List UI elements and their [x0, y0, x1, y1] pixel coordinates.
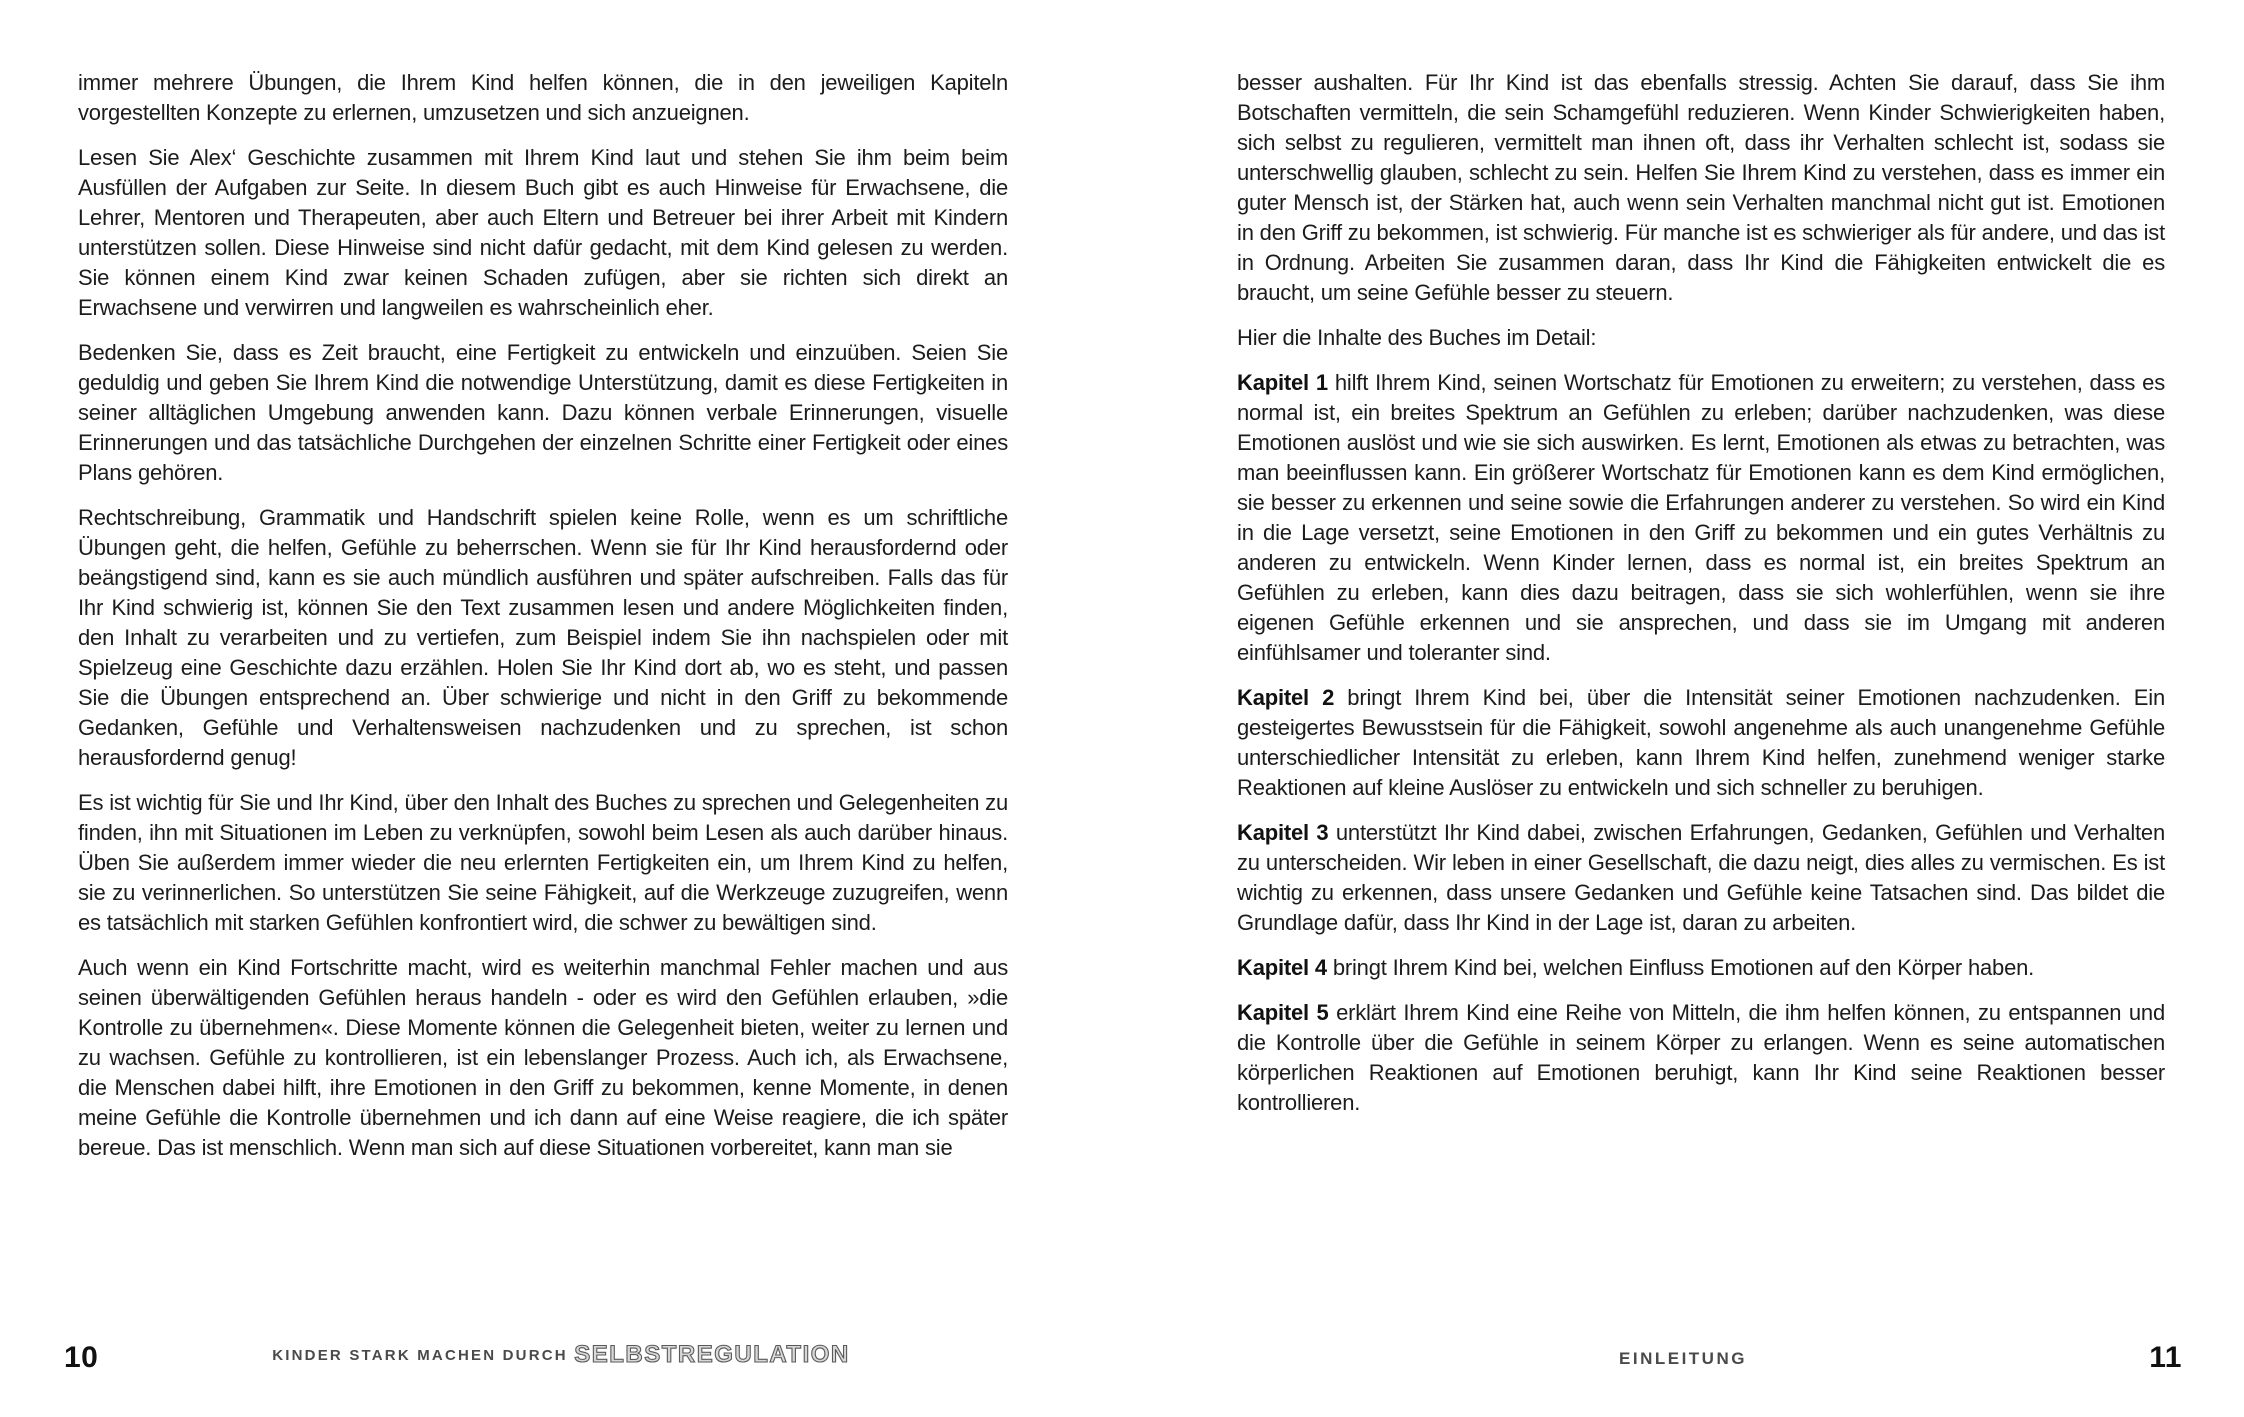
chapter-label: Kapitel 2	[1237, 685, 1335, 710]
running-footer-series-highlight: SELBSTREGULATION	[574, 1341, 850, 1368]
chapter-paragraph	[1237, 953, 2165, 983]
page-number-right: 11	[2149, 1341, 2182, 1374]
running-footer-left	[0, 1341, 1122, 1369]
page-right	[1122, 0, 2244, 1417]
paragraph: immer mehrere Übungen, die Ihrem Kind helfen können, die in den jeweiligen Kapiteln vorgestellten Konzepte zu erlernen, umzusetzen und sich anzueignen.	[78, 70, 1008, 125]
page-left-body	[78, 68, 1008, 1178]
page-number-left: 10	[64, 1341, 99, 1374]
chapter-paragraph	[1237, 368, 2165, 668]
chapter-label: Kapitel 4	[1237, 955, 1327, 980]
paragraph: Auch wenn ein Kind Fortschritte macht, wird es weiterhin manchmal Fehler machen und aus seinen überwältigenden Gefühlen heraus handeln - oder es wird den Gefühlen erlauben, »die Kontrolle zu übernehmen«. Diese Momente können die Gelegenheit bieten, weiter zu lernen und zu wachsen. Gefühle zu kontrollieren, ist ein lebenslanger Prozess. Auch ich, als Erwachsene, die Menschen dabei hilft, ihre Emotionen in den Griff zu bekommen, kenne Momente, in denen meine Gefühle die Kontrolle übernehmen und ich dann auf eine Weise reagiere, die ich später bereue. Das ist menschlich. Wenn man sich auf diese Situationen vorbereitet, kann man sie	[78, 955, 1008, 1160]
paragraph: besser aushalten. Für Ihr Kind ist das ebenfalls stressig. Achten Sie darauf, dass Sie ihm Botschaften vermitteln, die sein Schamgefühl reduzieren. Wenn Kinder Schwierigkeiten haben, sich selbst zu regulieren, vermittelt man ihnen oft, dass ihr Verhalten schlecht ist, sodass sie unterschwellig glauben, schlecht zu sein. Helfen Sie Ihrem Kind zu verstehen, dass es immer ein guter Mensch ist, der Stärken hat, auch wenn sein Verhalten manchmal nicht gut ist. Emotionen in den Griff zu bekommen, ist schwierig. Für manche ist es schwieriger als für andere, und das ist in Ordnung. Arbeiten Sie zusammen daran, dass Ihr Kind die Fähigkeiten entwickelt die es braucht, um seine Gefühle besser zu steuern.	[1237, 70, 2165, 305]
paragraph: Es ist wichtig für Sie und Ihr Kind, über den Inhalt des Buches zu sprechen und Gelegenheiten zu finden, ihn mit Situationen im Leben zu verknüpfen, sowohl beim Lesen als auch darüber hinaus. Üben Sie außerdem immer wieder die neu erlernten Fertigkeiten ein, um Ihrem Kind zu helfen, sie zu verinnerlichen. So unterstützen Sie seine Fähigkeit, auf die Werkzeuge zuzugreifen, wenn es tatsächlich mit starken Gefühlen konfrontiert wird, die schwer zu bewältigen sind.	[78, 790, 1008, 935]
chapter-text: bringt Ihrem Kind bei, welchen Einfluss Emotionen auf den Körper haben.	[1332, 955, 2035, 980]
paragraph: Bedenken Sie, dass es Zeit braucht, eine Fertigkeit zu entwickeln und einzuüben. Seien Sie geduldig und geben Sie Ihrem Kind die notwendige Unterstützung, damit es diese Fertigkeiten in seiner alltäglichen Umgebung anwenden kann. Dazu können verbale Erinnerungen, visuelle Erinnerungen und das tatsächliche Durchgehen der einzelnen Schritte einer Fertigkeit oder eines Plans gehören.	[78, 340, 1008, 485]
page-right-body	[1237, 68, 2165, 1133]
paragraph: Lesen Sie Alex‘ Geschichte zusammen mit Ihrem Kind laut und stehen Sie ihm beim beim Ausfüllen der Aufgaben zur Seite. In diesem Buch gibt es auch Hinweise für Erwachsene, die Lehrer, Mentoren und Therapeuten, aber auch Eltern und Betreuer bei ihrer Arbeit mit Kindern unterstützen sollen. Diese Hinweise sind nicht dafür gedacht, mit dem Kind gelesen zu werden. Sie können einem Kind zwar keinen Schaden zufügen, aber sie richten sich direkt an Erwachsene und verwirren und langweilen es wahrscheinlich eher.	[78, 145, 1008, 320]
chapter-text: erklärt Ihrem Kind eine Reihe von Mitteln, die ihm helfen können, zu entspannen und die Kontrolle über die Gefühle in seinem Körper zu erlangen. Wenn es seine automatischen körperlichen Reaktionen auf Emotionen beruhigt, kann Ihr Kind seine Reaktionen besser kontrollieren.	[1237, 1000, 2165, 1115]
chapter-text: bringt Ihrem Kind bei, über die Intensität seiner Emotionen nachzudenken. Ein gesteigertes Bewusstsein für die Fähigkeit, sowohl angenehme als auch unangenehme Gefühle unterschiedlicher Intensität zu erleben, kann Ihrem Kind helfen, zunehmend weniger starke Reaktionen auf kleine Auslöser zu entwickeln und sich schneller zu beruhigen.	[1237, 685, 2165, 800]
chapter-paragraph	[1237, 998, 2165, 1118]
paragraph: Rechtschreibung, Grammatik und Handschrift spielen keine Rolle, wenn es um schriftliche Übungen geht, die helfen, Gefühle zu beherrschen. Wenn sie für Ihr Kind herausfordernd oder beängstigend sind, kann es sie auch mündlich ausführen und später aufschreiben. Falls das für Ihr Kind schwierig ist, können Sie den Text zusammen lesen und andere Möglichkeiten finden, den Inhalt zu verarbeiten und zu vertiefen, zum Beispiel indem Sie ihn nachspielen oder mit Spielzeug eine Geschichte dazu erzählen. Holen Sie Ihr Kind dort ab, wo es steht, und passen Sie die Übungen entsprechend an. Über schwierige und nicht in den Griff zu bekommende Gedanken, Gefühle und Verhaltensweisen nachzudenken und zu sprechen, ist schon herausfordernd genug!	[78, 505, 1008, 770]
running-footer-right: EINLEITUNG	[1619, 1349, 1747, 1368]
chapter-paragraph	[1237, 683, 2165, 803]
chapter-text: unterstützt Ihr Kind dabei, zwischen Erfahrungen, Gedanken, Gefühlen und Verhalten zu unterscheiden. Wir leben in einer Gesellschaft, die dazu neigt, dies alles zu vermischen. Es ist wichtig zu erkennen, dass unsere Gedanken und Gefühle keine Tatsachen sind. Das bildet die Grundlage dafür, dass Ihr Kind in der Lage ist, daran zu arbeiten.	[1237, 820, 2165, 935]
chapter-label: Kapitel 5	[1237, 1000, 1329, 1025]
chapter-paragraph	[1237, 818, 2165, 938]
chapter-text: hilft Ihrem Kind, seinen Wortschatz für Emotionen zu erweitern; zu verstehen, dass es normal ist, ein breites Spektrum an Gefühlen zu erleben; darüber nachzudenken, was diese Emotionen auslöst und wie sie sich auswirken. Es lernt, Emotionen als etwas zu betrachten, was man beeinflussen kann. Ein größerer Wortschatz für Emotionen kann es dem Kind ermöglichen, sie besser zu erkennen und seine sowie die Erfahrungen anderer zu verstehen. So wird ein Kind in die Lage versetzt, seine Emotionen in den Griff zu bekommen und ein gutes Verhältnis zu anderen zu entwickeln. Wenn Kinder lernen, dass es normal ist, ein breites Spektrum an Gefühlen zu erleben, kann dies dazu beitragen, dass sie sich wohlerfühlen, wenn sie ihre eigenen Gefühle erkennen und sie ansprechen, und dass sie im Umgang mit anderen einfühlsamer und toleranter sind.	[1237, 370, 2166, 665]
chapter-label: Kapitel 1	[1237, 370, 1328, 395]
lead-in-line: Hier die Inhalte des Buches im Detail:	[1237, 325, 1597, 350]
running-footer-series-text: KINDER STARK MACHEN DURCH	[272, 1347, 568, 1364]
chapter-label: Kapitel 3	[1237, 820, 1329, 845]
